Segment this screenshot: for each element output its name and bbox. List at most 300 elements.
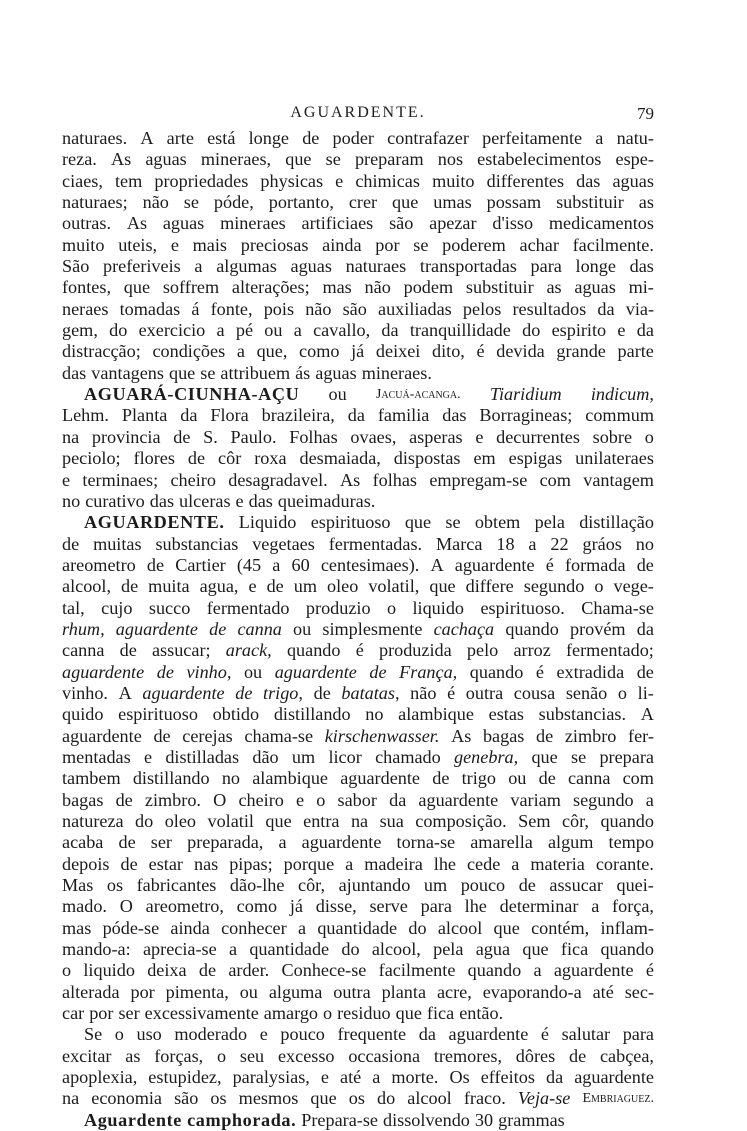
word: acre, (436, 981, 472, 1002)
word: frequente (337, 1024, 407, 1045)
word: força, (612, 896, 654, 917)
word: (45 (236, 554, 262, 575)
word: apezar (429, 213, 477, 234)
text-line (62, 299, 654, 320)
word: Se (84, 1024, 103, 1045)
word: o (617, 682, 628, 703)
word: naturaes. (62, 128, 128, 148)
text-line (62, 1067, 654, 1088)
word: serve (369, 896, 408, 917)
word: aguardente (448, 1024, 529, 1045)
word: disse, (315, 896, 357, 917)
word: propriedades (154, 170, 249, 191)
word: obtido (212, 704, 260, 725)
text-line (62, 171, 654, 192)
text-line (62, 427, 654, 448)
word: aguardente (574, 1067, 654, 1088)
word: não (142, 192, 169, 213)
word: li- (637, 682, 654, 703)
word: Jacuá-acanga. (375, 387, 461, 403)
word: nas (193, 853, 219, 874)
word: fica (560, 939, 589, 960)
word: o (594, 576, 604, 597)
word: S. (203, 426, 218, 447)
word: mando-a: (62, 939, 131, 960)
word: e (475, 426, 484, 447)
word: centesimaes). (320, 554, 420, 575)
word: salutar (561, 1024, 611, 1045)
word: muitas (93, 533, 142, 554)
word: se (445, 512, 461, 533)
word: deixei (375, 341, 421, 362)
word: Flora (210, 405, 249, 426)
word: e (320, 1067, 329, 1088)
text-line (62, 320, 654, 341)
word: outra (333, 981, 371, 1002)
word: espirito (551, 320, 607, 341)
word: Borragineas; (479, 405, 573, 426)
word: de (121, 576, 139, 597)
word: residuo (337, 1003, 391, 1024)
word: que (429, 576, 456, 597)
word: composição. (415, 811, 507, 831)
word: que (531, 746, 558, 767)
word: as (125, 1045, 141, 1066)
word: a (297, 917, 307, 938)
word: Folhas (289, 426, 338, 447)
word: o (323, 1003, 333, 1024)
word: entra (303, 811, 340, 831)
word: póde-se (102, 917, 160, 938)
word: deixa (147, 960, 187, 981)
word: espirituoso. (480, 597, 565, 618)
word: não (364, 277, 391, 298)
word: licor (328, 746, 362, 767)
text-line (62, 256, 654, 277)
word: para (530, 256, 562, 277)
word: vinho, (186, 661, 232, 682)
word: muito (432, 170, 475, 191)
word: e (248, 576, 257, 597)
word: produzio (305, 597, 371, 618)
word: senão (565, 682, 608, 703)
word: Os (449, 1067, 470, 1088)
word: vantagens (91, 362, 164, 383)
word: contrafazer (387, 128, 469, 148)
word: dão-lhe (229, 875, 285, 896)
text-line (62, 192, 654, 213)
word: o (217, 1045, 227, 1066)
word: canna (237, 618, 282, 639)
word: bagas (62, 789, 104, 810)
word: como (236, 896, 278, 917)
word: empregam-se (429, 469, 528, 490)
word: Paulo. (230, 426, 277, 447)
word: alambique (252, 768, 328, 789)
word: do (377, 1088, 396, 1109)
word: economia (91, 1088, 162, 1109)
word: se (571, 746, 587, 767)
word: acaba (62, 832, 104, 853)
word: natu- (616, 128, 654, 148)
word: fermentado; (566, 640, 654, 661)
text-line (62, 640, 654, 661)
word: evaporando-a (482, 981, 582, 1002)
word: fontes, (62, 277, 111, 298)
word: póde, (213, 192, 254, 213)
word: desagradavel. (228, 469, 328, 490)
word: algumas (216, 256, 277, 277)
word: aguas (574, 277, 616, 298)
word: exercicio (138, 320, 206, 341)
word: perfeitamente (482, 128, 583, 148)
word: commum (585, 405, 654, 426)
word: aguas (612, 170, 654, 191)
word: chimicas (355, 170, 420, 191)
word: dôres (515, 1045, 556, 1066)
word: é (476, 341, 485, 362)
text-line (62, 277, 654, 298)
word: indicum, (590, 384, 654, 405)
word: transportadas (419, 256, 517, 277)
word: e (296, 789, 305, 810)
word: porque (283, 853, 335, 874)
word: asperas (409, 426, 463, 447)
word: unilateraes (575, 448, 654, 469)
word: cabçea, (599, 1045, 654, 1066)
word: pipas; (229, 853, 273, 874)
word: ás (295, 362, 311, 383)
word: excitar (62, 1045, 112, 1066)
text-line (62, 832, 654, 853)
word: de (198, 960, 217, 981)
word: Cartier (175, 554, 226, 575)
word: Chama-se (581, 597, 654, 618)
word: ainda (170, 917, 210, 938)
word: mado. (62, 896, 107, 917)
word: mineraes, (200, 149, 272, 170)
word: moderado (174, 1024, 248, 1045)
word: Aguardente camphorada. (84, 1109, 297, 1130)
word: quando (505, 618, 559, 639)
word: curativo (85, 490, 145, 511)
word: facilmente (378, 960, 456, 981)
word: da (347, 405, 365, 426)
word: nos (437, 149, 464, 170)
word: o (62, 960, 72, 981)
word: paralysias, (232, 1067, 310, 1088)
word: algum (547, 832, 594, 853)
word: umas (433, 192, 472, 213)
text-line (62, 854, 654, 875)
word: assucar; (151, 640, 211, 661)
word: morte. (391, 1067, 439, 1088)
word: car (62, 1003, 85, 1024)
word: tal, (62, 597, 85, 618)
word: não (305, 298, 332, 319)
word: quido (62, 704, 104, 725)
word: substancias. (538, 704, 627, 725)
word: até (340, 1067, 362, 1088)
word: fabricantes (136, 875, 217, 896)
word: que (395, 1003, 422, 1024)
word: quando (600, 939, 654, 960)
word: mineraes. (361, 362, 432, 383)
word: d'isso (492, 213, 534, 234)
word: preciosas (240, 234, 309, 255)
word: condições (152, 341, 226, 362)
word: ainda (322, 234, 362, 255)
word: rhum, (62, 618, 105, 639)
word: os (106, 875, 124, 896)
word: extradida (556, 661, 625, 682)
word: da (418, 1024, 436, 1045)
word: a (511, 853, 520, 874)
word: das (248, 490, 273, 511)
word: de (538, 768, 556, 789)
word: quando (469, 661, 524, 682)
word: possam (486, 192, 542, 213)
word: folhas (372, 469, 418, 490)
word: que (285, 149, 312, 170)
word: distillando (273, 704, 351, 725)
word: mesmos (238, 1088, 299, 1109)
word: 30 (474, 1109, 494, 1130)
word: muito (62, 234, 105, 255)
word: ajuntando (338, 875, 411, 896)
word: tambem (62, 768, 121, 789)
word: de (62, 533, 80, 554)
word: canna (62, 640, 105, 661)
text-line (62, 405, 654, 426)
word: ou (239, 981, 258, 1002)
word: mais (192, 234, 227, 255)
text-line (62, 384, 654, 405)
word: excesso (277, 1045, 335, 1066)
word: da (636, 320, 654, 341)
word: amarella (470, 832, 533, 853)
word: aguardente (553, 960, 634, 981)
word: os (348, 1088, 365, 1109)
word: da (545, 1067, 564, 1088)
word: de (235, 682, 253, 703)
word: e (335, 170, 344, 191)
text-line (62, 1046, 654, 1067)
word: França, (399, 661, 458, 682)
word: chama-se (244, 725, 314, 746)
word: inflam- (600, 917, 654, 938)
word: madeira (364, 853, 423, 874)
word: alambique (398, 704, 474, 725)
word: kirschenwasser. (324, 725, 440, 746)
word: cerejas (182, 725, 233, 746)
word: a (194, 256, 203, 277)
word: oleo (164, 811, 197, 831)
word: para (420, 896, 452, 917)
word: da (180, 405, 198, 426)
word: aguardente (454, 554, 535, 575)
word: pelo (466, 640, 499, 661)
word: das (442, 405, 467, 426)
word: materia (530, 853, 585, 874)
text-line (62, 235, 654, 256)
word: forças, (154, 1045, 204, 1066)
word: distillando (132, 768, 210, 789)
word: gem, (62, 320, 98, 341)
word: resultados (512, 298, 587, 319)
word: de (187, 448, 206, 469)
word: um (291, 746, 316, 767)
word: e (143, 746, 153, 767)
word: effeitos (480, 1067, 535, 1088)
page-header (62, 104, 654, 128)
word: o (114, 1024, 124, 1045)
word: a (293, 320, 302, 341)
text-line (62, 470, 654, 491)
word: Planta (121, 405, 168, 426)
word: ciaes, (62, 170, 103, 191)
word: chamado (375, 746, 441, 767)
word: espirituoso (118, 704, 198, 725)
word: outra (465, 682, 504, 703)
word: genebra, (454, 746, 519, 767)
text-line (62, 704, 654, 725)
word: Lehm. (62, 405, 109, 426)
word: do (408, 917, 427, 938)
word: de (115, 789, 133, 810)
word: agua, (199, 576, 239, 597)
word: ou (508, 768, 527, 789)
word: familia (377, 405, 430, 426)
word: pé (235, 320, 254, 341)
word: as (546, 277, 562, 298)
word: côr (218, 448, 242, 469)
word: o (316, 789, 326, 810)
word: a (595, 128, 604, 148)
word: reza. (62, 149, 97, 170)
word: se (413, 234, 429, 255)
text-line (62, 1003, 654, 1024)
word: a (216, 320, 225, 341)
word: quantidade (317, 917, 398, 938)
word: facilmente. (572, 234, 654, 255)
word: os (210, 1088, 227, 1109)
word: até (592, 981, 614, 1002)
word: attribuem (220, 362, 291, 383)
word: estas (488, 704, 524, 725)
word: do (135, 811, 154, 831)
word: de (209, 618, 227, 639)
word: do (522, 320, 541, 341)
word: substancias (155, 533, 239, 554)
word: naturaes (345, 256, 407, 277)
word: são (174, 1088, 199, 1109)
word: trigo, (263, 682, 303, 703)
word: aguardente (62, 661, 145, 682)
word: de (518, 875, 536, 896)
word: preparam (354, 149, 424, 170)
text-line (62, 512, 654, 533)
word: de (302, 128, 320, 148)
word: de (118, 832, 136, 853)
word: longe (575, 256, 616, 277)
word: variam (510, 789, 561, 810)
word: aguardente (142, 682, 225, 703)
text-line (62, 1110, 654, 1131)
word: com (622, 768, 654, 789)
word: tomadas (119, 298, 181, 319)
word: de (120, 853, 138, 874)
word: Veja-se (517, 1088, 571, 1109)
word: que (310, 1088, 337, 1109)
word: cousa (513, 682, 556, 703)
word: queimaduras. (277, 490, 376, 511)
word: e (62, 469, 71, 490)
word: differe (465, 576, 514, 597)
text-line (62, 448, 654, 469)
word: São (62, 256, 90, 277)
word: uso (136, 1024, 162, 1045)
word: 22 (550, 533, 569, 554)
word: succo (148, 597, 191, 618)
word: AGUARDENTE. (84, 512, 225, 533)
word: dão (252, 746, 279, 767)
text-line (62, 1088, 654, 1109)
text-line (62, 875, 654, 896)
word: substituir (556, 192, 624, 213)
word: decurrentes (496, 426, 580, 447)
word: A (640, 704, 654, 725)
word: poderem (442, 234, 506, 255)
word: depois (62, 853, 110, 874)
word: prepara (599, 746, 654, 767)
word: soffrem (162, 277, 220, 298)
word: alterações; (231, 277, 310, 298)
word: o (386, 597, 397, 618)
text-line (62, 662, 654, 683)
word: ou (328, 384, 347, 405)
word: desmaiada, (299, 448, 381, 469)
word: obtem (474, 512, 521, 533)
word: dito, (432, 341, 465, 362)
word: lhe (464, 896, 487, 917)
word: alterada (62, 981, 120, 1002)
word: de (156, 661, 174, 682)
word: espigas (508, 448, 563, 469)
word: excessivamente (144, 1003, 259, 1024)
word: conhecer (221, 917, 287, 938)
text-line (62, 619, 654, 640)
word: de (569, 1045, 587, 1066)
word: como (299, 341, 340, 362)
word: pouco (280, 1024, 325, 1045)
word: vegetaes (252, 533, 315, 554)
word: Marca (436, 533, 483, 554)
word: que (404, 512, 432, 533)
word: ovaes, (350, 426, 397, 447)
word: dispostas (393, 448, 461, 469)
text-line (62, 726, 654, 747)
word: lhe (433, 853, 456, 874)
word: outras. (62, 213, 111, 234)
word: As (451, 725, 472, 746)
word: apoplexia, (62, 1067, 138, 1088)
word: 18 (496, 533, 515, 554)
word: distilladas (165, 746, 240, 767)
word: assucar (549, 875, 603, 896)
word: são (389, 213, 414, 234)
word: é (535, 661, 544, 682)
